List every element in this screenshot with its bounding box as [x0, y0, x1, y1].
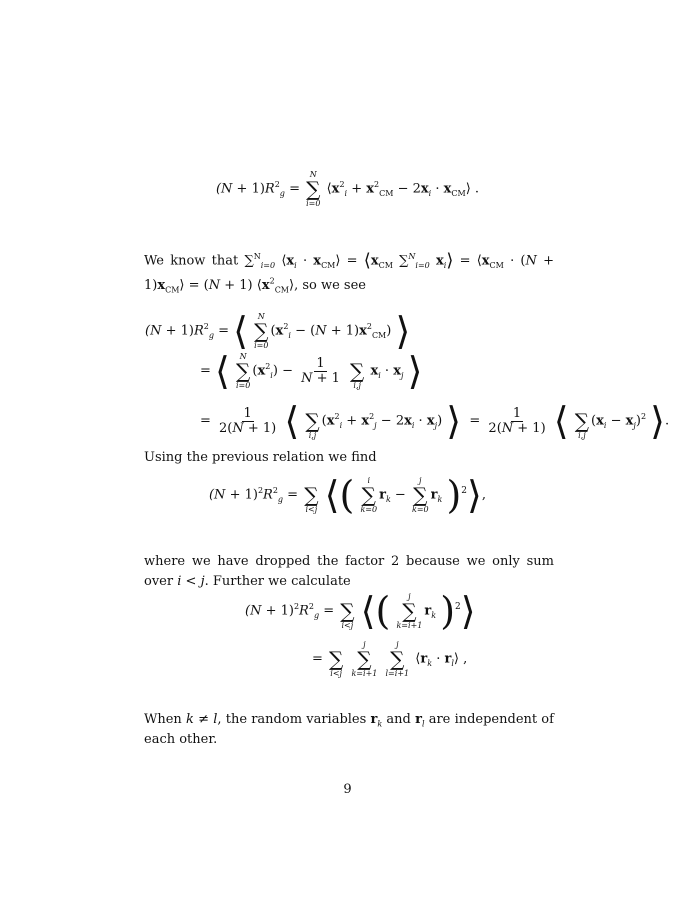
paragraph-1: We know that ∑$^N_{i=0}$ $⟨x_i$ · $x_{CM}⟩$ = $⟨x_{CM}$ ∑$^N_{i=0}$ $x_i⟩$ = $⟨x_{CM} \cdot (N$ + $1)x_{CM}⟩ = (N + 1)$ $⟨x^2_{CM}⟩$, so we see	[144, 250, 554, 295]
equation-2-line-2: = ⟨ N ∑ i=0 $(x^2_i)$ − $\frac{1}{N + 1}$ ∑ i,j $x_i \cdot x_j$ ⟩	[200, 349, 423, 393]
equation-4-line-2: = ∑ i<j j ∑ k=i+1 j ∑ l=i+1 $⟨r_k$ · $r_l⟩$ ,	[312, 640, 468, 678]
page-number: 9	[343, 782, 352, 797]
paragraph-2: Using the previous relation we find	[144, 450, 377, 465]
equation-2-line-1: $(N + 1)R^2_g$ = ⟨ N ∑ i=0 $(x^2_i - (N + 1)x^2_{CM})$ ⟩	[145, 309, 411, 353]
equation-3: $(N + 1)^2R^2_g$ = ∑ i<j ⟨( i ∑ k=0 $r_k$ − j ∑ k=0 $r_k$ )$^2$⟩,	[208, 473, 486, 517]
equation-1: $(N + 1)R^2_g$ = N ∑ i=0 $⟨x^2_i + x^2_{CM} - 2x_i$ · $x_{CM}⟩$ .	[215, 170, 480, 208]
paragraph-3: where we have dropped the factor 2 because we only sum over i < j. Further we calculate	[144, 554, 554, 589]
equation-4-line-1: $(N + 1)^2R^2_g$ = ∑ i<j ⟨( j ∑ k=i+1 $r_k$ )$^2$⟩	[245, 589, 476, 633]
equation-2-line-3: = $\frac{1}{2(N + 1)}$ ⟨ ∑ i,j $(x^2_i + x^2_j - 2x_i \cdot x_j)$ ⟩ = $\frac{1}{2(N + 1)}$ ⟨ ∑ i,j $(x_i - x_j)^2$ ⟩.	[200, 399, 670, 443]
paragraph-4: When k ≠ l, the random variables $r_k$ and $r_l$ are independent of each other.	[144, 712, 554, 747]
